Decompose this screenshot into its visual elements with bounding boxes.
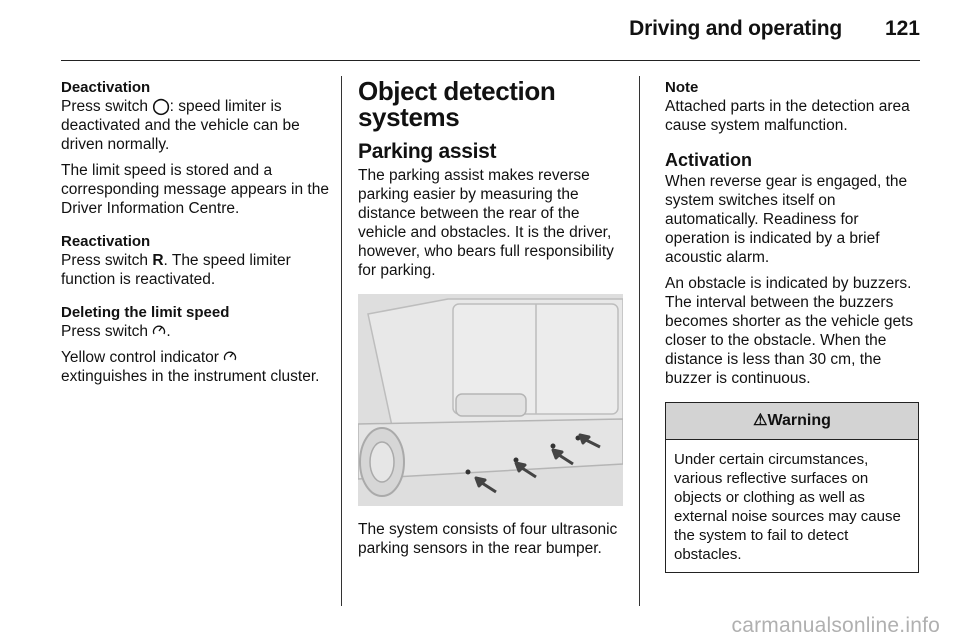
delete-paragraph: Press switch . [61, 323, 171, 340]
rear-bumper-sensors-illustration [358, 294, 623, 506]
warning-box [665, 402, 919, 573]
subsection-heading: Parking assist [358, 140, 497, 163]
warning-title: Warning [767, 412, 831, 429]
text-run: . The speed limiter function is reactivated. [61, 252, 291, 288]
text-run: extinguishes in the instrument cluster. [61, 368, 320, 385]
stored-paragraph: The limit speed is stored and a corresponding message appears in the Driver Information Centre. [61, 162, 329, 217]
speed-limiter-icon [223, 349, 237, 362]
speed-limiter-icon [152, 323, 166, 336]
warning-text: Under certain circumstances, various reflective surfaces on objects or clothing as well as external noise sources may cause the system to fail to detect obstacles. [674, 451, 901, 563]
yellow-indicator-paragraph [61, 348, 331, 386]
text-run: Yellow control indicator [61, 349, 219, 366]
text-run: : speed limiter is deactivated and the vehicle can be driven normally. [61, 98, 300, 153]
page-number: 121 [884, 17, 920, 40]
obstacle-paragraph: An obstacle is indicated by buzzers. The interval between the buzzers becomes shorter as the vehicle gets closer to the obstacle. When the distance is less than 30 cm, the buzzer is continuous. [665, 275, 914, 387]
reactivation-paragraph [61, 251, 331, 289]
intro-paragraph: The parking assist makes reverse parking easier by measuring the distance between the rear of the vehicle and obstacles. It is the driver, however, who bears full responsibility for parking. [358, 167, 614, 279]
running-header-title: Driving and operating [629, 17, 842, 40]
note-text: Attached parts in the detection area cause system malfunction. [665, 98, 910, 134]
column-divider [341, 76, 342, 606]
activation-paragraph: When reverse gear is engaged, the system switches itself on automatically. Readiness for operation is indicated by a brief acoustic alarm. [665, 173, 908, 266]
activation-heading: Activation [665, 150, 753, 170]
deactivation-paragraph [61, 97, 331, 154]
figure-caption: The system consists of four ultrasonic parking sensors in the rear bumper. [358, 521, 618, 557]
column-left [61, 78, 331, 393]
delete-subheading: Deleting the limit speed [61, 304, 230, 321]
section-heading: Object detection systems [358, 76, 556, 132]
switch-r-label: R [152, 252, 164, 269]
header-rule [61, 60, 920, 61]
text-run: Press switch [61, 98, 153, 115]
watermark: carmanualsonline.info [731, 614, 940, 637]
column-middle [358, 78, 626, 565]
reactivation-subheading: Reactivation [61, 233, 151, 250]
column-right [665, 78, 925, 573]
column-divider [639, 76, 640, 606]
text-run: Press switch [61, 323, 148, 340]
text-run: Press switch [61, 252, 153, 269]
warning-triangle-icon: ⚠ [753, 412, 768, 429]
deactivation-subheading: Deactivation [61, 79, 151, 96]
circle-switch-icon: ◯ [152, 98, 170, 115]
note-title: Note [665, 79, 699, 96]
warning-header [666, 403, 918, 440]
